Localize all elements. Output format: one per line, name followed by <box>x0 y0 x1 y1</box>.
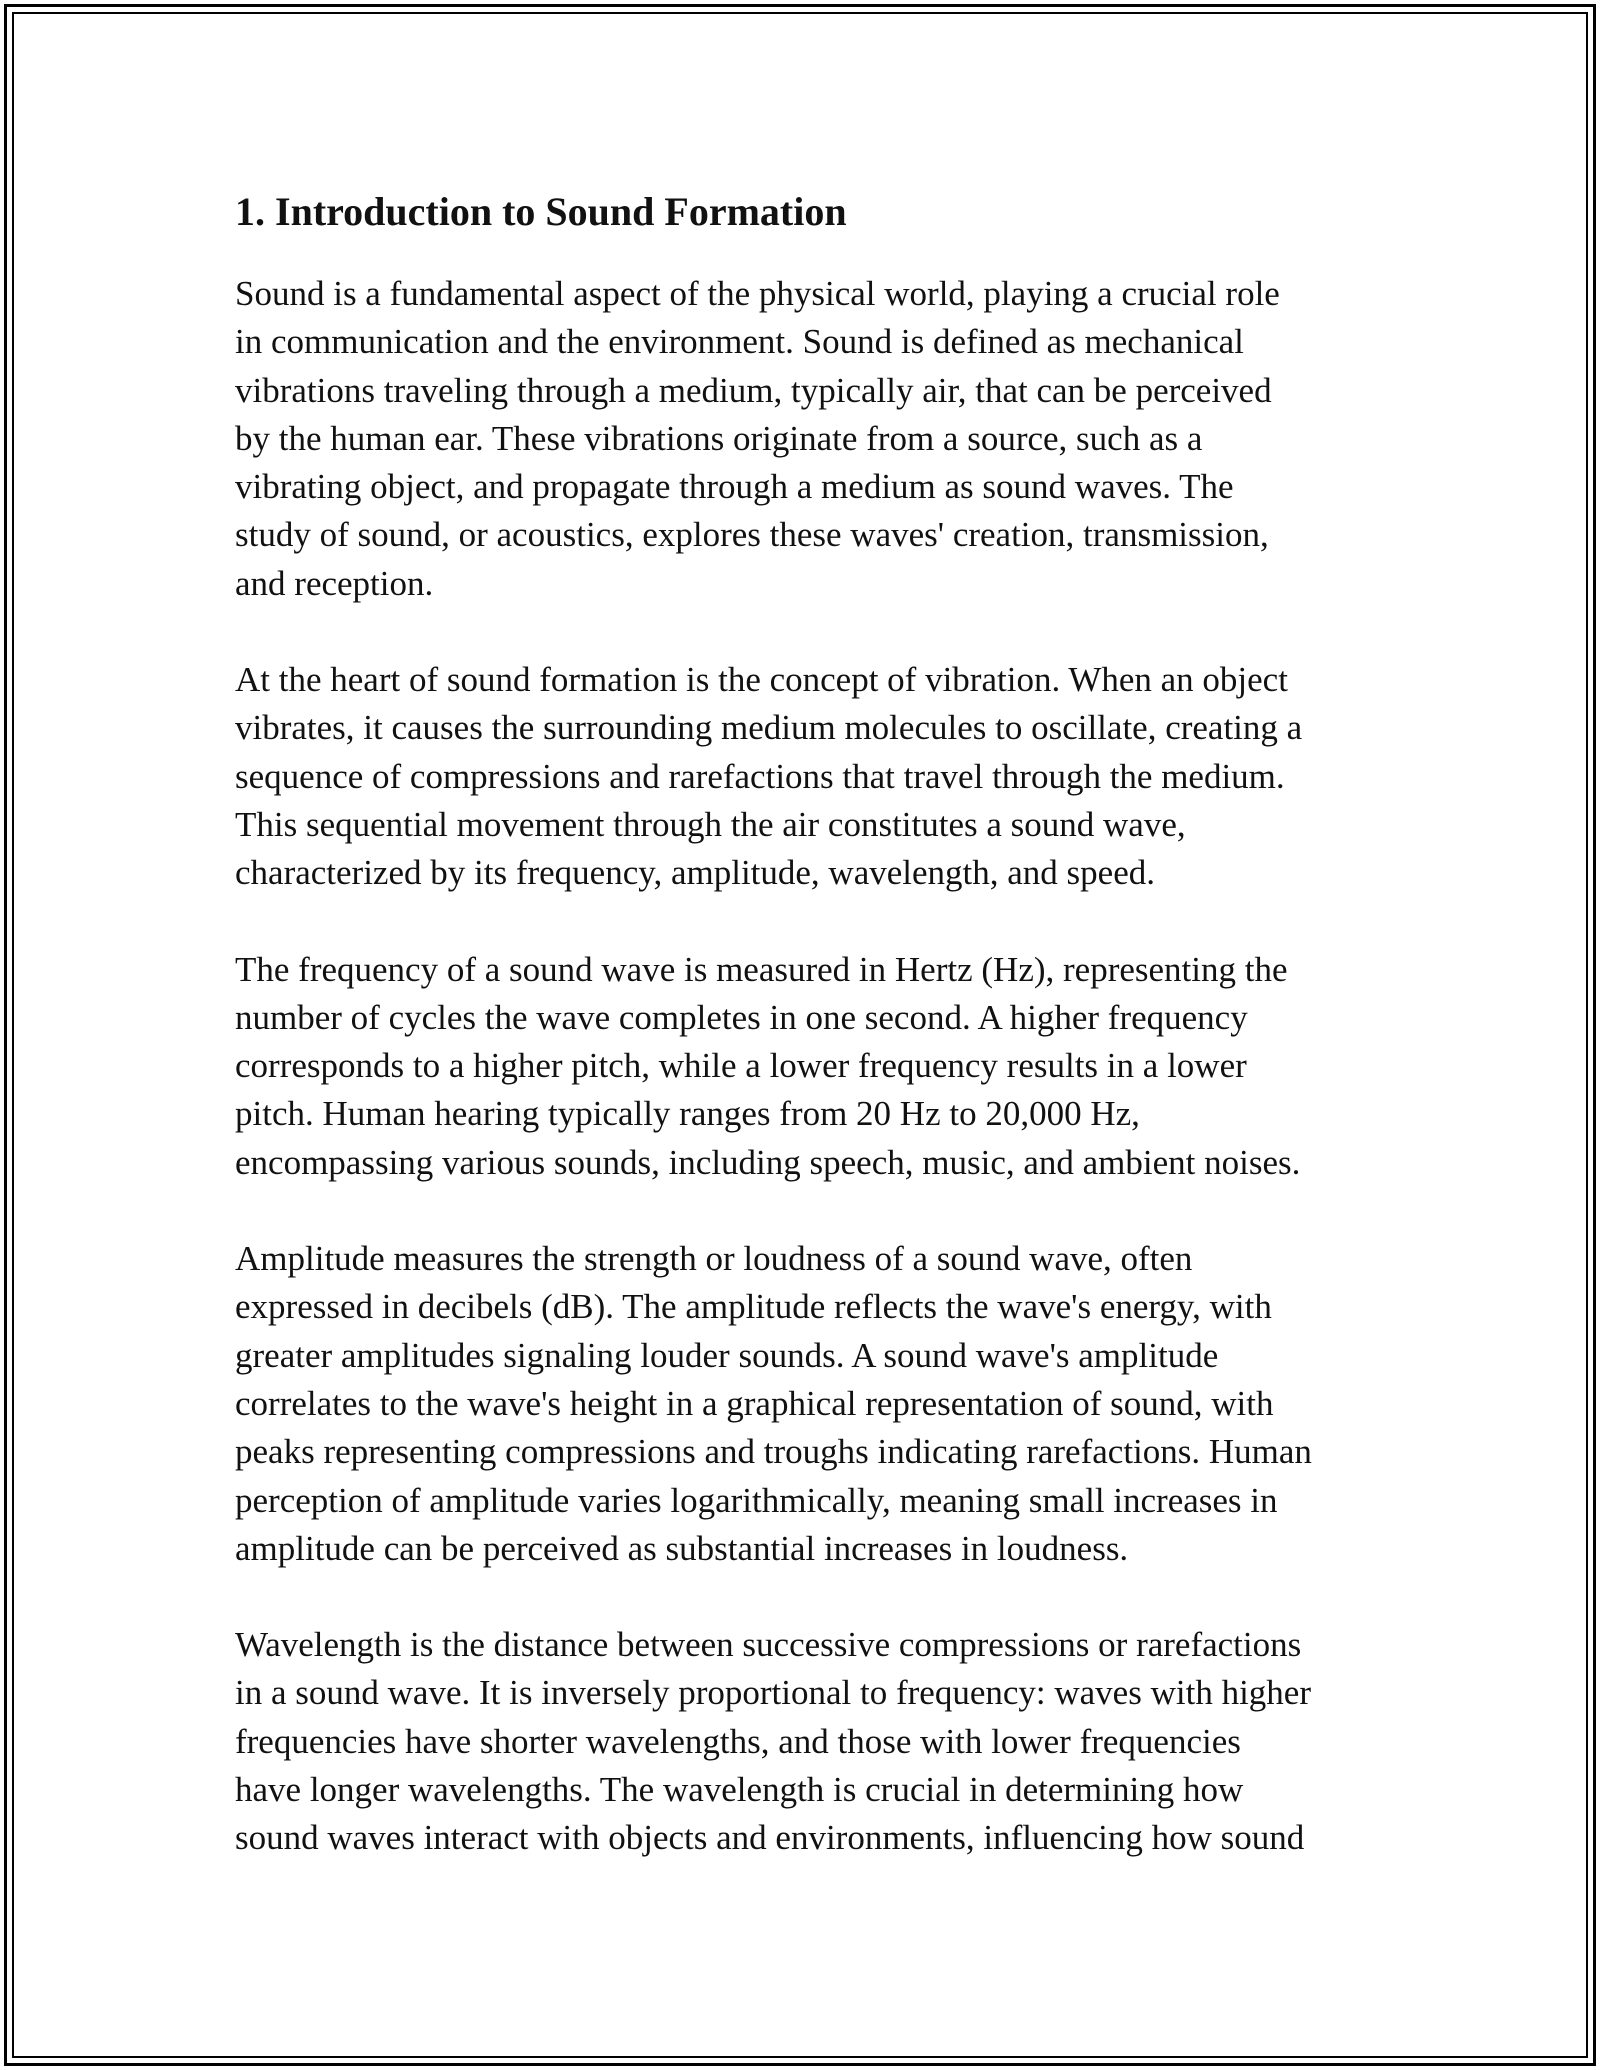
paragraph-line: vibrates, it causes the surrounding medium molecules to oscillate, creating a <box>235 708 1303 748</box>
paragraph-line: greater amplitudes signaling louder sounds. A sound wave's amplitude <box>235 1335 1219 1375</box>
paragraph-line: This sequential movement through the air constitutes a sound wave, <box>235 804 1186 844</box>
paragraph-line: corresponds to a higher pitch, while a lower frequency results in a lower <box>235 1046 1247 1086</box>
paragraph-line: number of cycles the wave completes in one second. A higher frequency <box>235 997 1248 1037</box>
paragraph <box>235 946 1395 1187</box>
paragraph <box>235 270 1395 608</box>
paragraph-line: Wavelength is the distance between successive compressions or rarefactions <box>235 1625 1302 1665</box>
paragraph-line: pitch. Human hearing typically ranges from 20 Hz to 20,000 Hz, <box>235 1094 1140 1134</box>
paragraph-line: study of sound, or acoustics, explores these waves' creation, transmission, <box>235 515 1269 555</box>
paragraph <box>235 1621 1395 1862</box>
paragraph-line: Sound is a fundamental aspect of the physical world, playing a crucial role <box>235 274 1280 313</box>
paragraph-line: sound waves interact with objects and environments, influencing how sound <box>235 1818 1305 1858</box>
paragraph-line: frequencies have shorter wavelengths, and those with lower frequencies <box>235 1721 1241 1761</box>
paragraph-line: sequence of compressions and rarefactions that travel through the medium. <box>235 756 1285 796</box>
document-body <box>235 186 1395 1911</box>
paragraph-line: by the human ear. These vibrations originate from a source, such as a <box>235 418 1203 458</box>
paragraph-line: vibrating object, and propagate through a medium as sound waves. The <box>235 467 1234 507</box>
paragraph-line: At the heart of sound formation is the concept of vibration. When an object <box>235 660 1288 700</box>
paragraph-line: expressed in decibels (dB). The amplitude reflects the wave's energy, with <box>235 1287 1272 1327</box>
paragraph-line: encompassing various sounds, including speech, music, and ambient noises. <box>235 1142 1301 1182</box>
paragraph-line: perception of amplitude varies logarithmically, meaning small increases in <box>235 1480 1278 1520</box>
paragraph-line: in a sound wave. It is inversely proportional to frequency: waves with higher <box>235 1673 1311 1713</box>
paragraph-list <box>235 270 1395 1863</box>
paragraph-line: The frequency of a sound wave is measured in Hertz (Hz), representing the <box>235 949 1288 989</box>
paragraph-line: vibrations traveling through a medium, typically air, that can be perceived <box>235 370 1272 410</box>
paragraph-line: Amplitude measures the strength or loudness of a sound wave, often <box>235 1239 1193 1279</box>
section-heading: 1. Introduction to Sound Formation <box>235 189 847 234</box>
paragraph-line: characterized by its frequency, amplitude, wavelength, and speed. <box>235 853 1155 893</box>
paragraph-line: in communication and the environment. Sound is defined as mechanical <box>235 322 1244 362</box>
paragraph-line: amplitude can be perceived as substantial increases in loudness. <box>235 1528 1129 1568</box>
paragraph-line: have longer wavelengths. The wavelength is crucial in determining how <box>235 1770 1244 1810</box>
paragraph-line: peaks representing compressions and troughs indicating rarefactions. Human <box>235 1432 1312 1472</box>
paragraph <box>235 1235 1395 1573</box>
paragraph-line: and reception. <box>235 563 434 603</box>
paragraph <box>235 656 1395 897</box>
paragraph-line: correlates to the wave's height in a graphical representation of sound, with <box>235 1383 1274 1423</box>
